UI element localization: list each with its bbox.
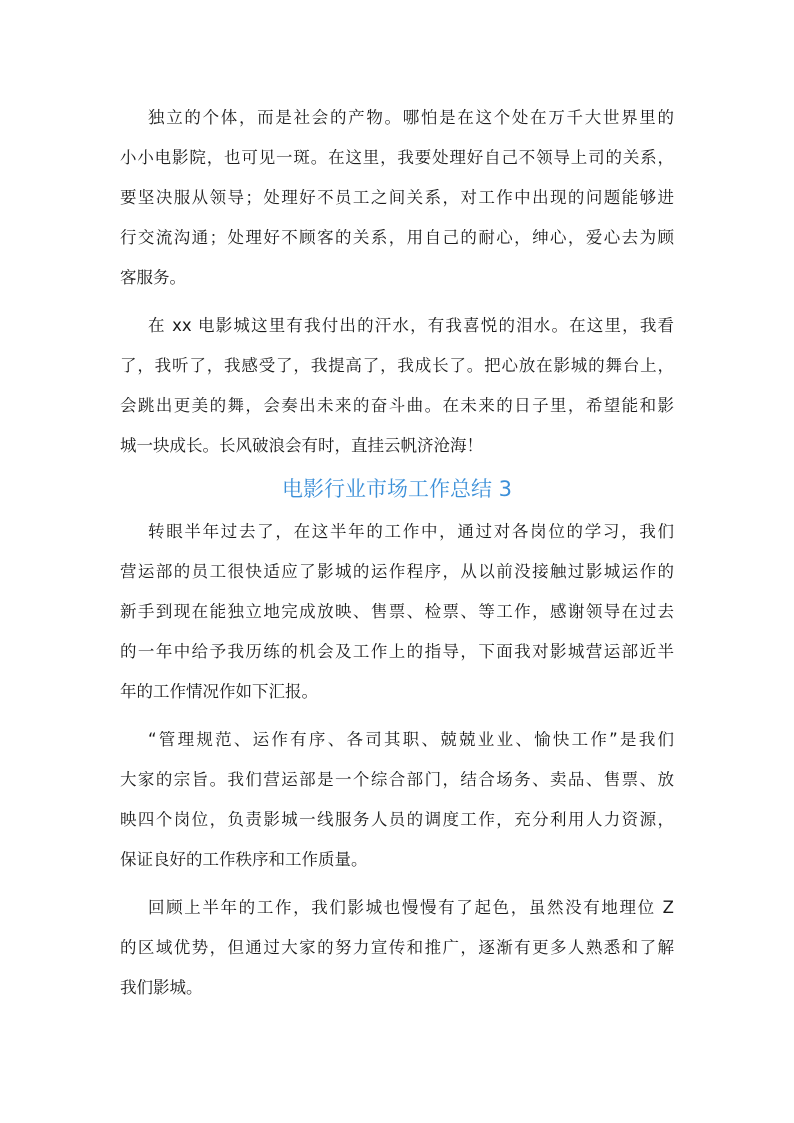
paragraph [120, 306, 674, 466]
text-line: 的一年中给予我历练的机会及工作上的指导，下面我对影城营运部近半 [120, 642, 674, 661]
text-line: 了，我听了，我感受了，我提高了，我成长了。把心放在影城的舞台上， [120, 356, 674, 375]
paragraph [120, 888, 674, 1008]
text-line: “管理规范、运作有序、各司其职、兢兢业业、愉快工作”是我们 [148, 730, 674, 749]
text-line: 的区域优势，但通过大家的努力宣传和推广，逐渐有更多人熟悉和了解 [120, 938, 674, 957]
section-heading: 电影行业市场工作总结 3 [281, 477, 513, 501]
paragraph [120, 98, 674, 298]
text-line: 大家的宗旨。我们营运部是一个综合部门，结合场务、卖品、售票、放 [120, 770, 674, 789]
text-line: 在 xx 电影城这里有我付出的汗水，有我喜悦的泪水。在这里，我看 [148, 316, 674, 335]
text-line: 要坚决服从领导；处理好不员工之间关系，对工作中出现的问题能够进 [120, 188, 674, 207]
text-line: 客服务。 [120, 268, 186, 287]
text-line: 行交流沟通；处理好不顾客的关系，用自己的耐心，绅心，爱心去为顾 [120, 228, 674, 247]
text-line: 年的工作情况作如下汇报。 [120, 682, 318, 701]
text-line: 我们影城。 [120, 978, 203, 997]
text-line: 独立的个体，而是社会的产物。哪怕是在这个处在万千大世界里的 [148, 108, 674, 127]
text-line: 保证良好的工作秩序和工作质量。 [120, 850, 368, 869]
paragraph [120, 720, 674, 880]
text-line: 映四个岗位，负责影城一线服务人员的调度工作，充分利用人力资源， [120, 810, 674, 829]
text-line: 城一块成长。长风破浪会有时，直挂云帆济沧海！ [120, 436, 483, 455]
text-line: 新手到现在能独立地完成放映、售票、检票、等工作，感谢领导在过去 [120, 602, 674, 621]
text-line: 转眼半年过去了，在这半年的工作中，通过对各岗位的学习，我们 [148, 522, 674, 541]
text-line: 小小电影院，也可见一斑。在这里，我要处理好自己不领导上司的关系， [120, 148, 674, 167]
paragraph [120, 512, 674, 712]
text-line: 营运部的员工很快适应了影城的运作程序，从以前没接触过影城运作的 [120, 562, 674, 581]
document-page [120, 98, 674, 1008]
text-line: 会跳出更美的舞，会奏出未来的奋斗曲。在未来的日子里，希望能和影 [120, 396, 674, 415]
text-line: 回顾上半年的工作，我们影城也慢慢有了起色，虽然没有地理位 Z [148, 898, 674, 917]
